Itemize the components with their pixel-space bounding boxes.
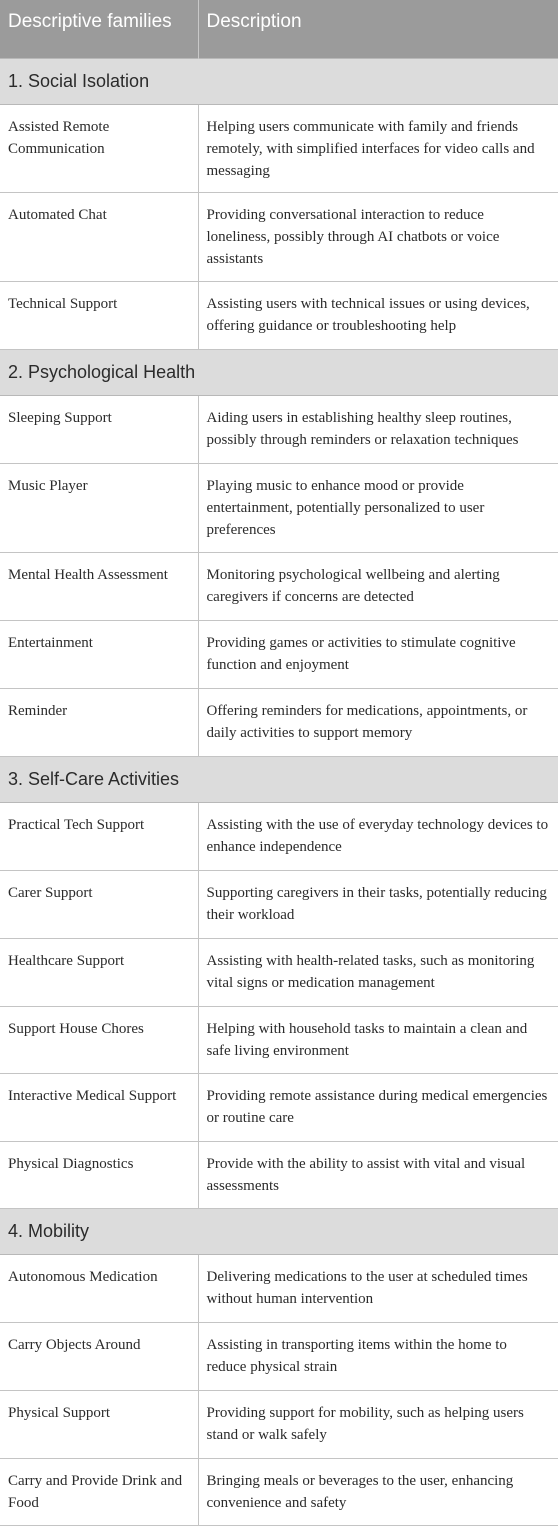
family-name-cell: Assisted Remote Communication	[0, 104, 198, 192]
table-row	[0, 620, 558, 688]
table-row	[0, 1322, 558, 1390]
table-header	[0, 0, 558, 58]
description-cell: Providing conversational interaction to reduce loneliness, possibly through AI chatbots or voice assistants	[198, 192, 558, 281]
section-title: 1. Social Isolation	[0, 58, 558, 104]
table-row	[0, 802, 558, 870]
description-cell: Bringing meals or beverages to the user, enhancing convenience and safety	[198, 1458, 558, 1525]
description-cell: Assisting with the use of everyday technology devices to enhance independence	[198, 802, 558, 870]
section-title: 2. Psychological Health	[0, 349, 558, 395]
family-name-cell: Carer Support	[0, 870, 198, 938]
description-cell: Monitoring psychological wellbeing and alerting caregivers if concerns are detected	[198, 552, 558, 620]
family-name-cell: Physical Support	[0, 1390, 198, 1458]
family-name-cell: Music Player	[0, 463, 198, 552]
description-cell: Assisting in transporting items within the home to reduce physical strain	[198, 1322, 558, 1390]
table-row	[0, 463, 558, 552]
table-row	[0, 1006, 558, 1073]
table-row	[0, 1141, 558, 1208]
family-name-cell: Autonomous Medication	[0, 1254, 198, 1322]
table-row	[0, 395, 558, 463]
family-name-cell: Practical Tech Support	[0, 802, 198, 870]
description-cell: Providing games or activities to stimulate cognitive function and enjoyment	[198, 620, 558, 688]
description-cell: Helping users communicate with family and friends remotely, with simplified interfaces for video calls and messaging	[198, 104, 558, 192]
table-row	[0, 1390, 558, 1458]
header-description: Description	[198, 0, 558, 58]
family-name-cell: Carry Objects Around	[0, 1322, 198, 1390]
family-name-cell: Entertainment	[0, 620, 198, 688]
table-row	[0, 104, 558, 192]
section-title: 3. Self-Care Activities	[0, 756, 558, 802]
family-name-cell: Sleeping Support	[0, 395, 198, 463]
family-name-cell: Mental Health Assessment	[0, 552, 198, 620]
description-cell: Assisting users with technical issues or using devices, offering guidance or troubleshooting help	[198, 281, 558, 349]
section-row	[0, 1208, 558, 1254]
description-cell: Aiding users in establishing healthy sleep routines, possibly through reminders or relaxation techniques	[198, 395, 558, 463]
family-name-cell: Physical Diagnostics	[0, 1141, 198, 1208]
description-cell: Supporting caregivers in their tasks, potentially reducing their workload	[198, 870, 558, 938]
header-row	[0, 0, 558, 58]
section-title: 4. Mobility	[0, 1208, 558, 1254]
table-row	[0, 1458, 558, 1525]
table-row	[0, 1254, 558, 1322]
section-row	[0, 349, 558, 395]
description-cell: Providing support for mobility, such as helping users stand or walk safely	[198, 1390, 558, 1458]
table-row	[0, 938, 558, 1006]
family-name-cell: Technical Support	[0, 281, 198, 349]
family-name-cell: Healthcare Support	[0, 938, 198, 1006]
table-row	[0, 688, 558, 756]
table-row	[0, 281, 558, 349]
table-row	[0, 870, 558, 938]
description-cell: Providing remote assistance during medical emergencies or routine care	[198, 1073, 558, 1141]
description-cell: Provide with the ability to assist with vital and visual assessments	[198, 1141, 558, 1208]
description-cell: Assisting with health-related tasks, such as monitoring vital signs or medication management	[198, 938, 558, 1006]
table-row	[0, 192, 558, 281]
description-cell: Delivering medications to the user at scheduled times without human intervention	[198, 1254, 558, 1322]
family-name-cell: Interactive Medical Support	[0, 1073, 198, 1141]
table-row	[0, 552, 558, 620]
section-row	[0, 58, 558, 104]
table-row	[0, 1073, 558, 1141]
family-name-cell: Reminder	[0, 688, 198, 756]
section-row	[0, 756, 558, 802]
family-name-cell: Carry and Provide Drink and Food	[0, 1458, 198, 1525]
header-descriptive-families: Descriptive families	[0, 0, 198, 58]
description-cell: Playing music to enhance mood or provide entertainment, potentially personalized to user preferences	[198, 463, 558, 552]
description-cell: Helping with household tasks to maintain a clean and safe living environment	[198, 1006, 558, 1073]
table-body	[0, 58, 558, 1525]
family-name-cell: Support House Chores	[0, 1006, 198, 1073]
description-cell: Offering reminders for medications, appointments, or daily activities to support memory	[198, 688, 558, 756]
family-name-cell: Automated Chat	[0, 192, 198, 281]
